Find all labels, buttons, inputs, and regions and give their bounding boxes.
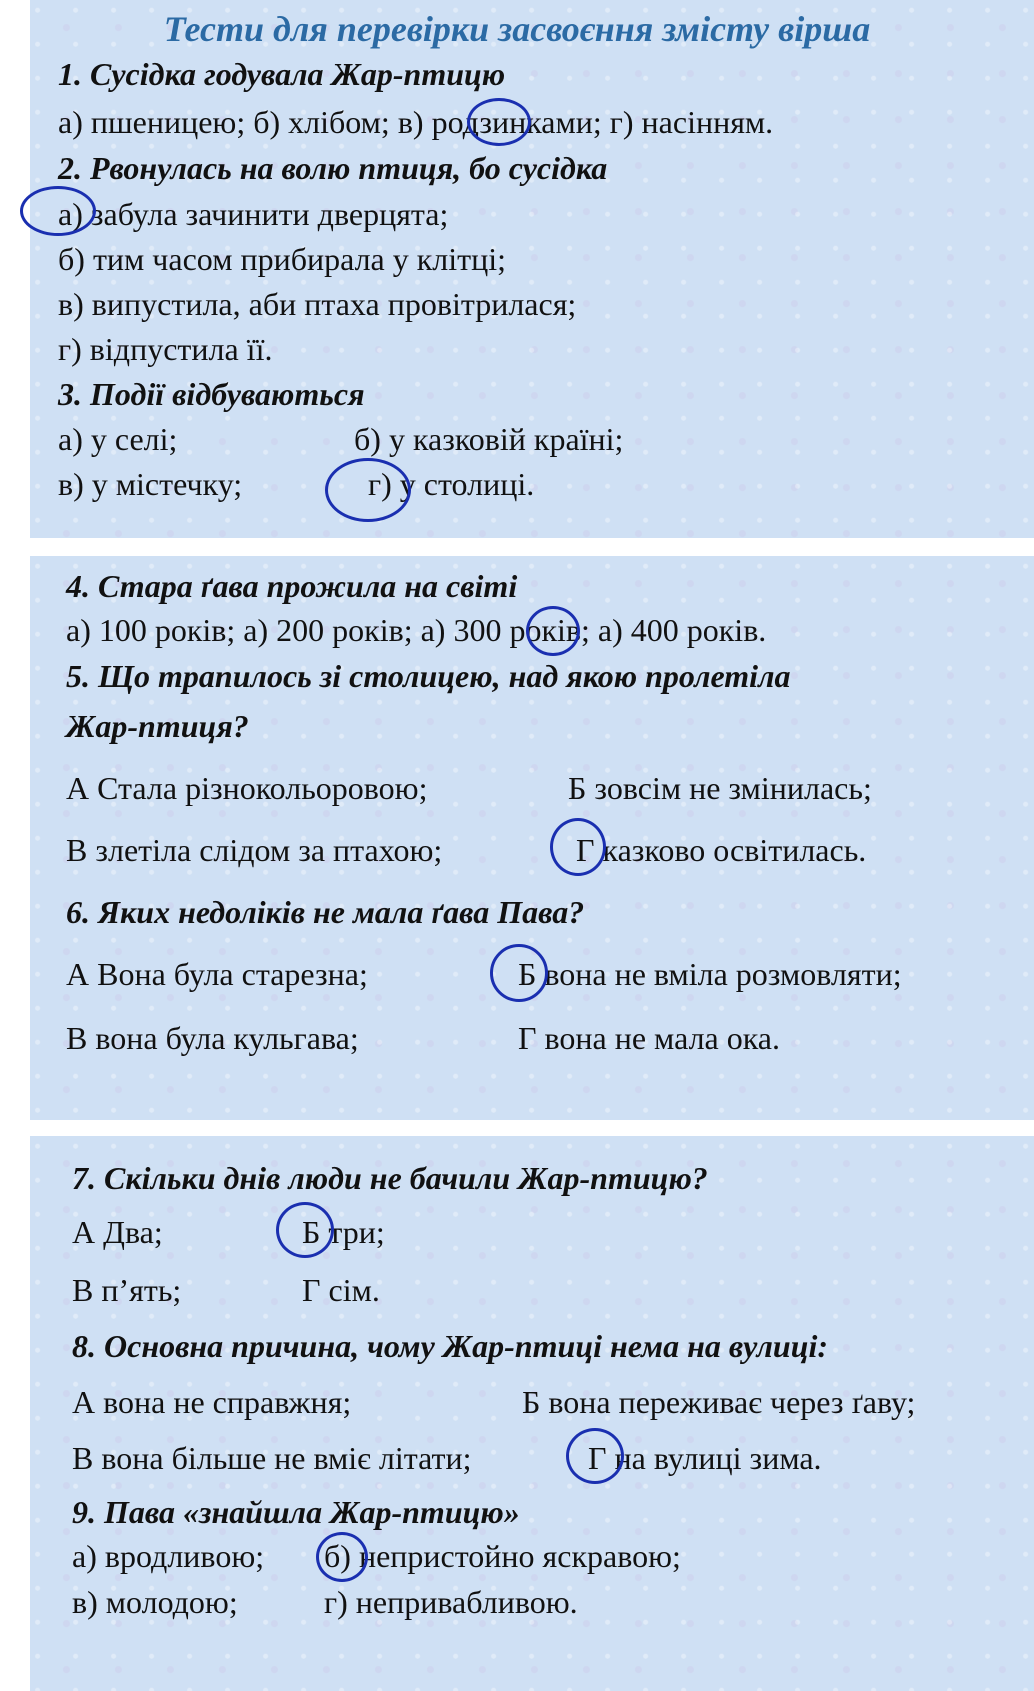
question-9-option-c: в) молодою; <box>72 1584 238 1620</box>
question-5-option-b: Б зовсім не змінилась; <box>568 770 872 806</box>
question-1-options: а) пшеницею; б) хлібом; в) родзинками; г) насінням. <box>58 104 774 140</box>
question-7-option-d: Г сім. <box>302 1272 380 1308</box>
question-6-option-d: Г вона не мала ока. <box>518 1020 780 1056</box>
answer-circle-q9 <box>316 1532 368 1582</box>
question-3: 3. Події відбуваються <box>58 376 365 412</box>
question-3-option-b: б) у казковій країні; <box>354 421 624 457</box>
question-4: 4. Стара ґава прожила на світі <box>66 568 518 604</box>
question-6-option-a: А Вона була старезна; <box>66 956 368 992</box>
question-5-option-c: В злетіла слідом за птахою; <box>66 832 443 868</box>
answer-circle-q7 <box>276 1202 334 1258</box>
page-title: Тести для перевірки засвоєння змісту вірша <box>163 9 871 49</box>
question-5-line-1: 5. Що трапилось зі столицею, над якою пролетіла <box>66 658 791 694</box>
question-9-option-a: а) вродливою; <box>72 1538 265 1574</box>
question-3-option-d: г) у столиці. <box>368 466 535 502</box>
answer-circle-q3 <box>325 458 411 522</box>
question-2-option-b: б) тим часом прибирала у клітці; <box>58 241 507 277</box>
question-2-option-d: г) відпустила її. <box>58 331 273 367</box>
question-9: 9. Пава «знайшла Жар-птицю» <box>72 1494 520 1530</box>
question-6-option-c: В вона була кульгава; <box>66 1020 359 1056</box>
question-8: 8. Основна причина, чому Жар-птиці нема на вулиці: <box>72 1328 829 1364</box>
question-5-line-2: Жар-птиця? <box>66 708 249 744</box>
question-6-option-b: Б вона не вміла розмовляти; <box>518 956 902 992</box>
question-7-option-b: Б три; <box>302 1214 385 1250</box>
question-3-option-a: а) у селі; <box>58 421 178 457</box>
question-7: 7. Скільки днів люди не бачили Жар-птицю? <box>72 1160 708 1196</box>
question-9-option-d: г) непривабливою. <box>324 1584 578 1620</box>
question-8-option-d: Г на вулиці зима. <box>588 1440 822 1476</box>
answer-circle-q4 <box>526 606 580 656</box>
answer-circle-q8 <box>566 1428 624 1484</box>
question-7-option-a: А Два; <box>72 1214 163 1250</box>
question-6: 6. Яких недоліків не мала ґава Пава? <box>66 894 585 930</box>
question-9-option-b: б) непристойно яскравою; <box>324 1538 681 1574</box>
question-4-options: а) 100 років; а) 200 років; а) 300 років; а) 400 років. <box>66 612 767 648</box>
answer-circle-q6 <box>490 944 548 1002</box>
question-5-option-d: Г казково освітилась. <box>576 832 867 868</box>
question-5-option-a: А Стала різнокольоровою; <box>66 770 428 806</box>
question-3-option-c: в) у містечку; <box>58 466 243 502</box>
answer-circle-q1 <box>467 98 531 146</box>
question-2-option-c: в) випустила, аби птаха провітрилася; <box>58 286 577 322</box>
question-8-option-a: А вона не справжня; <box>72 1384 352 1420</box>
question-8-option-b: Б вона переживає через ґаву; <box>522 1384 916 1420</box>
question-2: 2. Рвонулась на волю птиця, бо сусідка <box>58 150 608 186</box>
answer-circle-q5 <box>550 818 606 876</box>
question-2-option-a: а) забула зачинити дверцята; <box>58 196 449 232</box>
answer-circle-q2 <box>20 186 96 236</box>
question-1: 1. Сусідка годувала Жар-птицю <box>58 56 506 92</box>
question-7-option-c: В п’ять; <box>72 1272 182 1308</box>
question-8-option-c: В вона більше не вміє літати; <box>72 1440 472 1476</box>
